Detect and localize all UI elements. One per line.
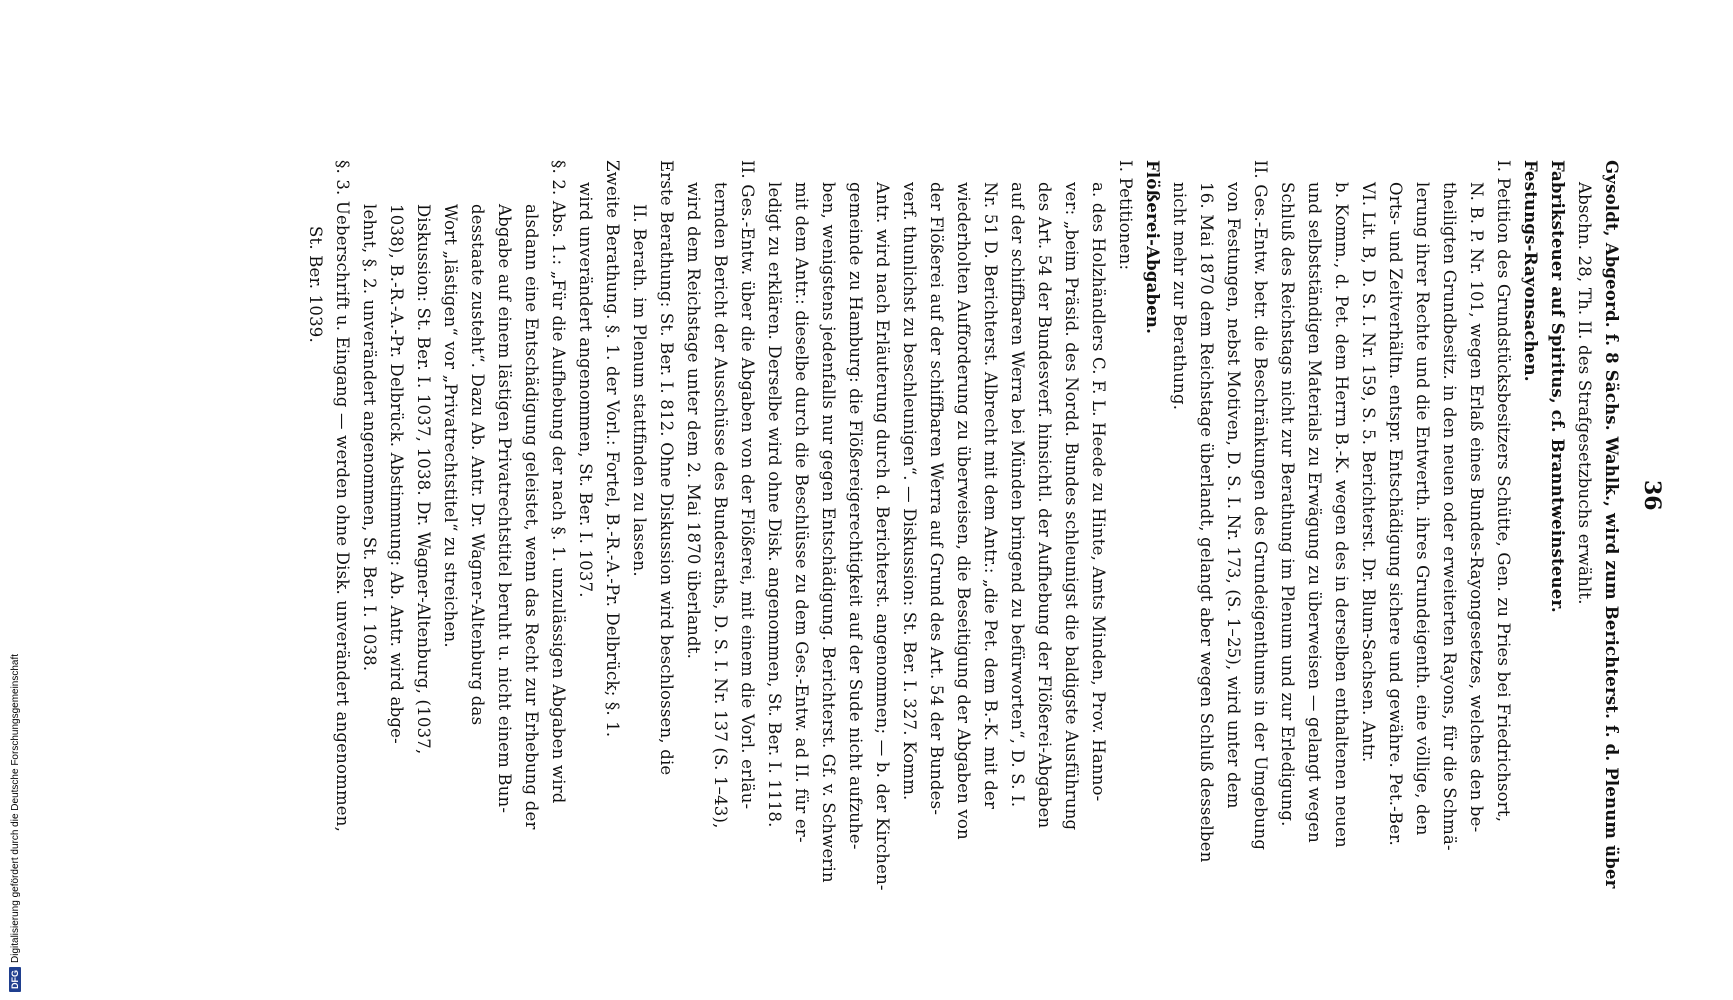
text-line: nicht mehr zur Berathung. <box>1170 182 1189 411</box>
dfg-logo: DFG <box>9 967 21 992</box>
text-line: VI. Lit. B, D. S. I. Nr. 159, S. 5. Berichterst. Dr. Blum-Sachsen. Antr. <box>1359 182 1378 763</box>
text-line: b. Komm., d. Pet. dem Herrn B.-K. wegen des in derselben enthaltenen neuen <box>1332 182 1351 848</box>
text-line: II. Ges.-Entw. über die Abgaben von der Flößerei, mit einem die Vorl. erläu- <box>738 160 757 810</box>
text-line: wird unverändert angenommen, St. Ber. I. 1037. <box>576 182 595 598</box>
text-line: 16. Mai 1870 dem Reichstage überlandt, gelangt aber wegen Schluß desselben <box>1197 182 1216 863</box>
text-line: wird dem Reichstage unter dem 2. Mai 1870 überlandt. <box>684 182 703 660</box>
text-line: wiederholten Aufforderung zu überweisen, die Beseitigung der Abgaben von <box>954 182 973 840</box>
text-line: §. 3. Ueberschrift u. Eingang — werden ohne Disk. unverändert angenommen, <box>333 160 352 833</box>
text-line: Zweite Berathung. §. 1. der Vorl.: Fortel, B.-R.-A.-Pr. Delbrück; §. 1. <box>603 160 622 738</box>
text-line: Abgabe auf einem lästigen Privatrechtstitel beruht u. nicht einem Bun- <box>495 204 514 814</box>
text-line: auf der schiffbaren Werra bei Münden bringend zu befürworten“, D. S. I. <box>1008 182 1027 808</box>
text-line: Orts- und Zeitverhältn. entspr. Entschädigung sichere und gewähre. Pet.-Ber. <box>1386 182 1405 846</box>
text-line: alsdann eine Entschädigung geleistet, wenn das Recht zur Erhebung der <box>522 204 541 830</box>
text-line: Schluß des Reichstags nicht zur Berathung im Plenum und zur Erledigung. <box>1278 182 1297 827</box>
text-line: Gysoldt, Abgeord. f. 8 Sächs. Wahlk., wird zum Berichterst. f. d. Plenum über <box>1602 160 1621 889</box>
text-line: theiligten Grundbesitz. in den neuen oder erweiterten Rayons, für die Schmä- <box>1440 182 1459 851</box>
text-line: I. Petitionen: <box>1116 160 1135 271</box>
text-line: und selbstständigen Materials zu Erwägung zu überweisen — gelangt wegen <box>1305 182 1324 843</box>
text-line: I. Petition des Grundstücksbesitzers Schütte, Gen. zu Pries bei Friedrichsort, <box>1494 160 1513 823</box>
text-line: gemeinde zu Hamburg: die Flößereigerechtigkeit auf der Sude nicht aufzuhe- <box>846 182 865 850</box>
text-line: lehnt, §. 2. unverändert angenommen, St. Ber. I. 1038. <box>360 204 379 672</box>
text-line: desstaate zusteht“. Dazu Ab. Antr. Dr. Wagner-Altenburg das <box>468 204 487 726</box>
text-line: Abschn. 28, Th. II. des Strafgesetzbuchs erwählt. <box>1575 182 1594 605</box>
text-line: 1038), B.-R.-A.-Pr. Delbrück. Abstimmung: Ab. Antr. wird abge- <box>387 204 406 744</box>
text-line: ben, wenigstens jedenfalls nur gegen Entschädigung. Berichterst. Gf. v. Schwerin <box>819 182 838 883</box>
text-line: Flößerei-Abgaben. <box>1143 160 1162 335</box>
text-line: Antr. wird nach Erläuterung durch d. Berichterst. angenommen; — b. der Kirchen- <box>873 182 892 891</box>
text-line: §. 2. Abs. 1.: „Für die Aufhebung der nach §. 1. unzulässigen Abgaben wird <box>549 160 568 804</box>
text-line: Nr. 51 D. Berichterst. Albrecht mit dem Antr.: „die Pet. dem B.-K. mit der <box>981 182 1000 810</box>
text-line: St. Ber. 1039. <box>306 226 325 343</box>
scanned-page <box>145 150 1665 950</box>
text-line: N. B. P. Nr. 101, wegen Erlaß eines Bundes-Rayongesetzes, welches den be- <box>1467 182 1486 833</box>
text-line: ternden Bericht der Ausschüsse des Bundesraths, D. S. I. Nr. 137 (S. 1–43), <box>711 182 730 829</box>
text-line: der Flößerei auf der schiffbaren Werra auf Grund des Art. 54 der Bundes- <box>927 182 946 816</box>
text-line: verf. thunlichst zu beschleunigen“. — Diskussion: St. Ber. I. 327. Komm. <box>900 182 919 801</box>
text-line: Festungs-Rayonsachen. <box>1521 160 1540 382</box>
footer-strip <box>2 0 21 1000</box>
text-line: a. des Holzhändlers C. F. L. Heede zu Hinte, Amts Minden, Prov. Hanno- <box>1089 182 1108 802</box>
text-line: ledigt zu erklären. Derselbe wird ohne Disk. angenommen, St. Ber. I. 1118. <box>765 182 784 828</box>
text-line: II. Berath. im Plenum stattfinden zu lassen. <box>630 204 649 577</box>
page-number: 36 <box>1639 480 1665 511</box>
text-line: von Festungen, nebst Motiven, D. S. I. Nr. 173, (S. 1–25), wird unter dem <box>1224 182 1243 809</box>
text-line: des Art. 54 der Bundesverf. hinsichtl. der Aufhebung der Flößerei-Abgaben <box>1035 182 1054 829</box>
footer-credit-text: Digitalisierung gefördert durch die Deutsche Forschungsgemeinschaft <box>9 653 21 963</box>
text-line: Erste Berathung: St. Ber. I. 812. Ohne Diskussion wird beschlossen, die <box>657 160 676 776</box>
text-line: mit dem Antr.: dieselbe durch die Beschlüsse zu dem Ges.-Entw. ad II. für er- <box>792 182 811 843</box>
text-line: II. Ges.-Entw. betr. die Beschränkungen des Grundeigenthums in der Umgebung <box>1251 160 1270 851</box>
text-line: lerung ihrer Rechte und die Entwerth. ihres Grundeigenth. eine völlige, den <box>1413 182 1432 836</box>
text-line: Fabriksteuer auf Spiritus, cf. Branntweinsteuer. <box>1548 160 1567 613</box>
text-line: Wort „lästigen“ vor „Privatrechtstitel“ zu streichen. <box>441 204 460 648</box>
text-line: Diskussion: St. Ber. I. 1037, 1038. Dr. Wagner-Altenburg, (1037, <box>414 204 433 755</box>
text-body <box>302 160 1625 950</box>
text-line: ver: „beim Präsid. des Nordd. Bundes schleunigst die baldigste Ausführung <box>1062 182 1081 831</box>
footer-credit <box>9 654 21 992</box>
